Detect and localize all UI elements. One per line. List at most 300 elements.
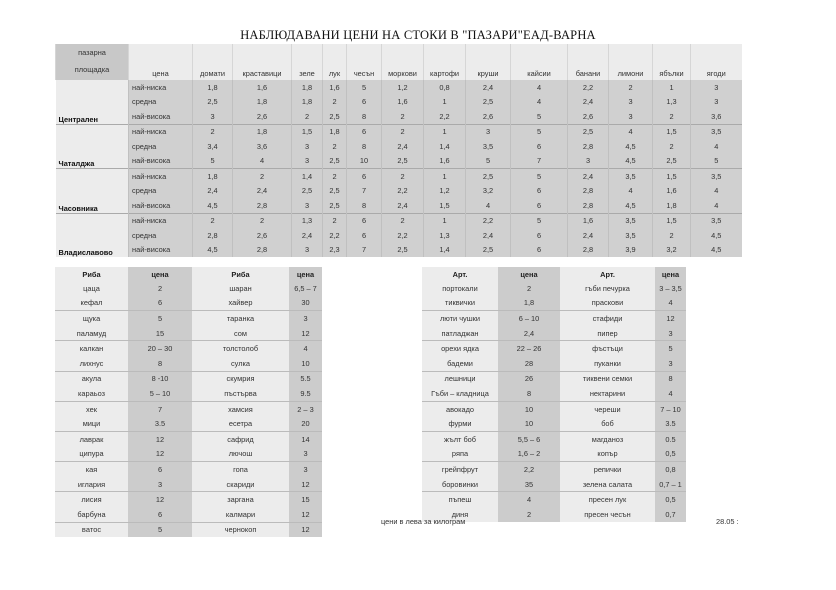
price-cell: 5 bbox=[466, 154, 511, 169]
price-cell: 4 bbox=[511, 95, 568, 110]
table-row bbox=[422, 416, 686, 431]
table-row bbox=[55, 447, 322, 462]
column-header: картофи bbox=[424, 44, 466, 80]
item-name: гопа bbox=[192, 462, 289, 477]
price-cell: 8 bbox=[347, 198, 382, 213]
price-cell: 26 bbox=[498, 371, 560, 386]
item-name: барбуна bbox=[55, 507, 128, 522]
item-name: патладжан bbox=[422, 326, 498, 341]
price-cell: 3 bbox=[292, 243, 323, 258]
item-name: щука bbox=[55, 311, 128, 326]
price-cell: 5 bbox=[691, 154, 742, 169]
price-cell: 2 bbox=[323, 139, 347, 154]
table-row bbox=[55, 462, 322, 477]
price-cell: 2,5 bbox=[323, 184, 347, 199]
price-cell: 4 bbox=[655, 296, 686, 311]
price-cell: 1 bbox=[653, 80, 691, 95]
price-cell: 2,4 bbox=[568, 95, 609, 110]
item-name: караьоз bbox=[55, 386, 128, 401]
price-cell: 3,4 bbox=[193, 139, 233, 154]
price-cell: 4,5 bbox=[609, 154, 653, 169]
price-cell: 2 bbox=[609, 80, 653, 95]
table-row bbox=[55, 401, 322, 416]
price-cell: 3 bbox=[609, 109, 653, 124]
price-cell: 3,5 bbox=[691, 213, 742, 228]
price-cell: 20 – 30 bbox=[128, 341, 192, 356]
price-cell: 2,5 bbox=[292, 184, 323, 199]
price-cell: 10 bbox=[347, 154, 382, 169]
price-cell: 2,4 bbox=[466, 80, 511, 95]
price-level: най-висока bbox=[129, 243, 193, 258]
price-header: цена bbox=[289, 267, 322, 281]
price-cell: 30 bbox=[289, 296, 322, 311]
price-header: цена bbox=[655, 267, 686, 281]
item-name: фъстъци bbox=[560, 341, 655, 356]
price-cell: 2,2 bbox=[382, 228, 424, 243]
table-row bbox=[56, 124, 742, 139]
price-cell: 4 bbox=[233, 154, 292, 169]
market-place-name: Часовника bbox=[56, 169, 129, 214]
table-row bbox=[55, 341, 322, 356]
price-cell: 0,5 bbox=[655, 447, 686, 462]
price-cell: 1,5 bbox=[653, 213, 691, 228]
price-cell: 5 bbox=[193, 154, 233, 169]
price-cell: 2,4 bbox=[466, 228, 511, 243]
table-row bbox=[55, 507, 322, 522]
table-row bbox=[56, 228, 742, 243]
item-name: калкан bbox=[55, 341, 128, 356]
price-cell: 2,4 bbox=[498, 326, 560, 341]
price-cell: 3 bbox=[568, 154, 609, 169]
price-cell: 3,5 bbox=[691, 124, 742, 139]
item-name: копър bbox=[560, 447, 655, 462]
column-header: зеле bbox=[292, 44, 323, 80]
price-cell: 1,6 bbox=[653, 184, 691, 199]
price-cell: 2,4 bbox=[292, 228, 323, 243]
item-name: скумрия bbox=[192, 371, 289, 386]
price-cell: 4 bbox=[609, 124, 653, 139]
table-row bbox=[55, 281, 322, 296]
price-level: средна bbox=[129, 184, 193, 199]
item-name: лихнус bbox=[55, 356, 128, 371]
item-name: чернокоп bbox=[192, 522, 289, 537]
table-row bbox=[55, 356, 322, 371]
price-cell: 12 bbox=[128, 447, 192, 462]
price-cell: 2,2 bbox=[382, 184, 424, 199]
price-cell: 5 – 10 bbox=[128, 386, 192, 401]
price-cell: 10 bbox=[289, 356, 322, 371]
table-row bbox=[55, 416, 322, 431]
price-cell: 8 bbox=[347, 139, 382, 154]
price-cell: 1,8 bbox=[292, 95, 323, 110]
table-row bbox=[422, 492, 686, 507]
table-row bbox=[56, 198, 742, 213]
price-cell: 1,8 bbox=[233, 95, 292, 110]
price-cell: 5 bbox=[347, 80, 382, 95]
price-cell: 4,5 bbox=[609, 139, 653, 154]
price-cell: 1 bbox=[424, 213, 466, 228]
price-cell: 7 bbox=[347, 243, 382, 258]
place-header-line1: пазарна bbox=[78, 48, 106, 57]
item-name: жълт боб bbox=[422, 431, 498, 446]
table-row bbox=[422, 401, 686, 416]
price-cell: 1,8 bbox=[193, 80, 233, 95]
price-cell: 2 bbox=[382, 124, 424, 139]
item-name: лаврак bbox=[55, 431, 128, 446]
item-name: авокадо bbox=[422, 401, 498, 416]
price-cell: 6 bbox=[511, 184, 568, 199]
item-name: портокали bbox=[422, 281, 498, 296]
price-cell: 3,5 bbox=[609, 169, 653, 184]
price-cell: 1,5 bbox=[292, 124, 323, 139]
item-name: орехи ядка bbox=[422, 341, 498, 356]
item-name: тиквени семки bbox=[560, 371, 655, 386]
price-cell: 1,3 bbox=[653, 95, 691, 110]
price-cell: 5 bbox=[128, 311, 192, 326]
price-cell: 2,4 bbox=[233, 184, 292, 199]
item-name: бадеми bbox=[422, 356, 498, 371]
price-cell: 15 bbox=[289, 492, 322, 507]
price-cell: 4 bbox=[511, 80, 568, 95]
price-cell: 1 bbox=[424, 95, 466, 110]
price-cell: 2,8 bbox=[568, 184, 609, 199]
price-cell: 14 bbox=[289, 431, 322, 446]
item-name: боровинки bbox=[422, 477, 498, 492]
price-cell: 12 bbox=[289, 326, 322, 341]
price-cell: 3 bbox=[292, 139, 323, 154]
price-cell: 5.5 bbox=[289, 371, 322, 386]
column-header: чесън bbox=[347, 44, 382, 80]
table-row bbox=[56, 80, 742, 95]
item-name: пипер bbox=[560, 326, 655, 341]
price-cell: 5,5 – 6 bbox=[498, 431, 560, 446]
price-level: най-висока bbox=[129, 154, 193, 169]
price-level: най-ниска bbox=[129, 169, 193, 184]
price-cell: 1,5 bbox=[653, 124, 691, 139]
price-cell: 1,2 bbox=[424, 184, 466, 199]
price-cell: 6 bbox=[511, 198, 568, 213]
price-level: най-ниска bbox=[129, 213, 193, 228]
table-row bbox=[422, 311, 686, 326]
item-name: люти чушки bbox=[422, 311, 498, 326]
table-row bbox=[55, 492, 322, 507]
price-cell: 0,7 – 1 bbox=[655, 477, 686, 492]
column-header: кайсии bbox=[511, 44, 568, 80]
table-row bbox=[55, 371, 322, 386]
table-row bbox=[56, 139, 742, 154]
price-cell: 2 bbox=[498, 281, 560, 296]
price-cell: 1,5 bbox=[653, 169, 691, 184]
price-cell: 5 bbox=[128, 522, 192, 537]
table-row bbox=[422, 296, 686, 311]
table-row bbox=[55, 522, 322, 537]
item-name: лешници bbox=[422, 371, 498, 386]
price-cell: 6 bbox=[347, 124, 382, 139]
price-cell: 6 – 10 bbox=[498, 311, 560, 326]
price-cell: 1,8 bbox=[653, 198, 691, 213]
price-cell: 2,5 bbox=[466, 95, 511, 110]
price-cell: 2 bbox=[653, 228, 691, 243]
item-name: пъпеш bbox=[422, 492, 498, 507]
price-cell: 1,6 bbox=[382, 95, 424, 110]
price-cell: 4 bbox=[691, 139, 742, 154]
page-title: НАБЛЮДАВАНИ ЦЕНИ НА СТОКИ В "ПАЗАРИ"ЕАД-ВАРНА bbox=[240, 28, 596, 42]
price-cell: 4 bbox=[289, 341, 322, 356]
item-name: нектарини bbox=[560, 386, 655, 401]
price-cell: 2,2 bbox=[466, 213, 511, 228]
item-name: гъби печурка bbox=[560, 281, 655, 296]
price-cell: 2,4 bbox=[382, 139, 424, 154]
price-cell: 10 bbox=[498, 401, 560, 416]
price-cell: 12 bbox=[128, 492, 192, 507]
price-cell: 2 bbox=[128, 281, 192, 296]
item-name: череши bbox=[560, 401, 655, 416]
price-cell: 2,5 bbox=[382, 154, 424, 169]
price-cell: 1,8 bbox=[193, 169, 233, 184]
price-cell: 2,8 bbox=[568, 139, 609, 154]
market-place-name: Чаталджа bbox=[56, 124, 129, 169]
price-cell: 3 bbox=[655, 356, 686, 371]
price-cell: 2,8 bbox=[193, 228, 233, 243]
price-cell: 4,5 bbox=[609, 198, 653, 213]
table-row bbox=[422, 477, 686, 492]
item-name: грейпфрут bbox=[422, 462, 498, 477]
item-name: тиквички bbox=[422, 296, 498, 311]
price-cell: 2 bbox=[653, 139, 691, 154]
price-cell: 8 bbox=[498, 386, 560, 401]
price-cell: 2,4 bbox=[568, 228, 609, 243]
price-cell: 2,4 bbox=[193, 184, 233, 199]
header-row bbox=[422, 267, 686, 281]
price-cell: 3,2 bbox=[466, 184, 511, 199]
price-cell: 3,5 bbox=[609, 213, 653, 228]
price-cell: 4,5 bbox=[193, 198, 233, 213]
price-cell: 6 bbox=[128, 462, 192, 477]
price-cell: 2,3 bbox=[323, 243, 347, 258]
price-cell: 6,5 – 7 bbox=[289, 281, 322, 296]
price-cell: 2 bbox=[498, 507, 560, 522]
table-row bbox=[422, 326, 686, 341]
price-cell: 1,2 bbox=[382, 80, 424, 95]
price-cell: 3 bbox=[466, 124, 511, 139]
price-cell: 35 bbox=[498, 477, 560, 492]
price-cell: 1,6 bbox=[233, 80, 292, 95]
price-cell: 2,5 bbox=[323, 154, 347, 169]
price-cell: 2 bbox=[193, 124, 233, 139]
price-cell: 2 bbox=[233, 169, 292, 184]
item-name: фурми bbox=[422, 416, 498, 431]
price-cell: 8 bbox=[128, 356, 192, 371]
price-cell: 2 bbox=[382, 109, 424, 124]
price-cell: 20 bbox=[289, 416, 322, 431]
price-cell: 7 bbox=[511, 154, 568, 169]
price-cell: 4 bbox=[498, 492, 560, 507]
produce-prices-table bbox=[422, 267, 686, 522]
price-cell: 8 -10 bbox=[128, 371, 192, 386]
price-cell: 3.5 bbox=[655, 416, 686, 431]
price-cell: 6 bbox=[347, 169, 382, 184]
price-cell: 2 – 3 bbox=[289, 401, 322, 416]
table-row bbox=[422, 462, 686, 477]
column-header: моркови bbox=[382, 44, 424, 80]
price-cell: 0,8 bbox=[655, 462, 686, 477]
price-cell: 2 bbox=[323, 169, 347, 184]
price-header: цена bbox=[129, 44, 193, 80]
price-cell: 6 bbox=[511, 228, 568, 243]
price-cell: 2,5 bbox=[323, 198, 347, 213]
item-name: лисия bbox=[55, 492, 128, 507]
item-name: пресен лук bbox=[560, 492, 655, 507]
item-name: заргана bbox=[192, 492, 289, 507]
price-cell: 2 bbox=[382, 213, 424, 228]
price-cell: 5 bbox=[511, 124, 568, 139]
price-cell: 1,8 bbox=[292, 80, 323, 95]
column-header: лук bbox=[323, 44, 347, 80]
price-cell: 2,2 bbox=[568, 80, 609, 95]
price-cell: 7 bbox=[347, 184, 382, 199]
table-row bbox=[56, 184, 742, 199]
price-cell: 8 bbox=[347, 109, 382, 124]
price-cell: 2,4 bbox=[382, 198, 424, 213]
price-cell: 1,5 bbox=[424, 198, 466, 213]
item-name: шаран bbox=[192, 281, 289, 296]
price-cell: 3 bbox=[193, 109, 233, 124]
price-cell: 0,7 bbox=[655, 507, 686, 522]
price-cell: 3 bbox=[289, 311, 322, 326]
price-cell: 0,5 bbox=[655, 492, 686, 507]
price-cell: 1,4 bbox=[292, 169, 323, 184]
price-cell: 5 bbox=[655, 341, 686, 356]
price-cell: 4,5 bbox=[691, 243, 742, 258]
price-cell: 3,6 bbox=[233, 139, 292, 154]
item-name: акула bbox=[55, 371, 128, 386]
table-row bbox=[55, 296, 322, 311]
fish-header: Риба bbox=[55, 267, 128, 281]
price-level: най-ниска bbox=[129, 124, 193, 139]
price-cell: 2 bbox=[323, 95, 347, 110]
price-cell: 1,3 bbox=[292, 213, 323, 228]
price-cell: 1,6 bbox=[424, 154, 466, 169]
table-row bbox=[55, 311, 322, 326]
item-name: цаца bbox=[55, 281, 128, 296]
price-cell: 2,2 bbox=[424, 109, 466, 124]
column-header: лимони bbox=[609, 44, 653, 80]
item-name: стафиди bbox=[560, 311, 655, 326]
price-cell: 3 bbox=[289, 447, 322, 462]
price-cell: 2,5 bbox=[382, 243, 424, 258]
price-cell: 1,3 bbox=[424, 228, 466, 243]
fish-header: Риба bbox=[192, 267, 289, 281]
price-cell: 6 bbox=[511, 139, 568, 154]
item-name: Гъби – кладница bbox=[422, 386, 498, 401]
price-cell: 2 bbox=[193, 213, 233, 228]
place-header bbox=[56, 44, 129, 80]
column-header: банани bbox=[568, 44, 609, 80]
price-cell: 2,6 bbox=[233, 109, 292, 124]
price-cell: 2 bbox=[323, 213, 347, 228]
item-name: диня bbox=[422, 507, 498, 522]
item-name: пресен чесън bbox=[560, 507, 655, 522]
price-cell: 1,4 bbox=[424, 139, 466, 154]
price-cell: 15 bbox=[128, 326, 192, 341]
price-cell: 10 bbox=[498, 416, 560, 431]
price-level: най-висока bbox=[129, 109, 193, 124]
price-cell: 6 bbox=[347, 213, 382, 228]
price-cell: 2,8 bbox=[233, 198, 292, 213]
price-cell: 2,5 bbox=[568, 124, 609, 139]
price-cell: 3,5 bbox=[609, 228, 653, 243]
price-cell: 0.5 bbox=[655, 431, 686, 446]
item-name: пъстърва bbox=[192, 386, 289, 401]
price-cell: 3 bbox=[292, 198, 323, 213]
item-name: пуканки bbox=[560, 356, 655, 371]
item-name: зелена салата bbox=[560, 477, 655, 492]
price-cell: 3,5 bbox=[466, 139, 511, 154]
table-row bbox=[56, 154, 742, 169]
table-row bbox=[55, 477, 322, 492]
price-cell: 6 bbox=[128, 507, 192, 522]
item-name: лючош bbox=[192, 447, 289, 462]
price-cell: 5 bbox=[511, 169, 568, 184]
item-name: хамсия bbox=[192, 401, 289, 416]
item-name: есетра bbox=[192, 416, 289, 431]
table-row bbox=[422, 371, 686, 386]
item-name: ципура bbox=[55, 447, 128, 462]
price-level: най-висока bbox=[129, 198, 193, 213]
price-cell: 2,2 bbox=[498, 462, 560, 477]
price-cell: 2 bbox=[292, 109, 323, 124]
price-cell: 3,2 bbox=[653, 243, 691, 258]
table-row bbox=[55, 326, 322, 341]
table-row bbox=[56, 243, 742, 258]
price-cell: 1,8 bbox=[498, 296, 560, 311]
price-cell: 2,5 bbox=[653, 154, 691, 169]
column-header: домати bbox=[193, 44, 233, 80]
price-cell: 4 bbox=[655, 386, 686, 401]
price-cell: 2,4 bbox=[568, 169, 609, 184]
price-cell: 5 bbox=[511, 109, 568, 124]
price-header: цена bbox=[498, 267, 560, 281]
price-cell: 2,6 bbox=[466, 109, 511, 124]
price-cell: 8 bbox=[655, 371, 686, 386]
price-cell: 1 bbox=[424, 169, 466, 184]
price-cell: 12 bbox=[289, 507, 322, 522]
table-row bbox=[422, 447, 686, 462]
price-level: средна bbox=[129, 228, 193, 243]
units-note: цени в лева за килограм bbox=[381, 517, 466, 526]
item-name: репички bbox=[560, 462, 655, 477]
market-place-name: Централен bbox=[56, 80, 129, 124]
price-cell: 3 bbox=[289, 462, 322, 477]
item-name: кая bbox=[55, 462, 128, 477]
price-cell: 1,6 – 2 bbox=[498, 447, 560, 462]
header-row bbox=[55, 267, 322, 281]
price-cell: 2,2 bbox=[323, 228, 347, 243]
item-name: хек bbox=[55, 401, 128, 416]
price-cell: 2 bbox=[233, 213, 292, 228]
price-cell: 2,6 bbox=[568, 109, 609, 124]
place-header-line2: площадка bbox=[74, 65, 110, 74]
price-cell: 4 bbox=[466, 198, 511, 213]
item-name: сулка bbox=[192, 356, 289, 371]
price-cell: 2 bbox=[382, 169, 424, 184]
price-cell: 3 – 3,5 bbox=[655, 281, 686, 296]
column-header: ягоди bbox=[691, 44, 742, 80]
price-header: цена bbox=[128, 267, 192, 281]
price-cell: 6 bbox=[347, 95, 382, 110]
price-cell: 3 bbox=[292, 154, 323, 169]
price-cell: 12 bbox=[289, 477, 322, 492]
